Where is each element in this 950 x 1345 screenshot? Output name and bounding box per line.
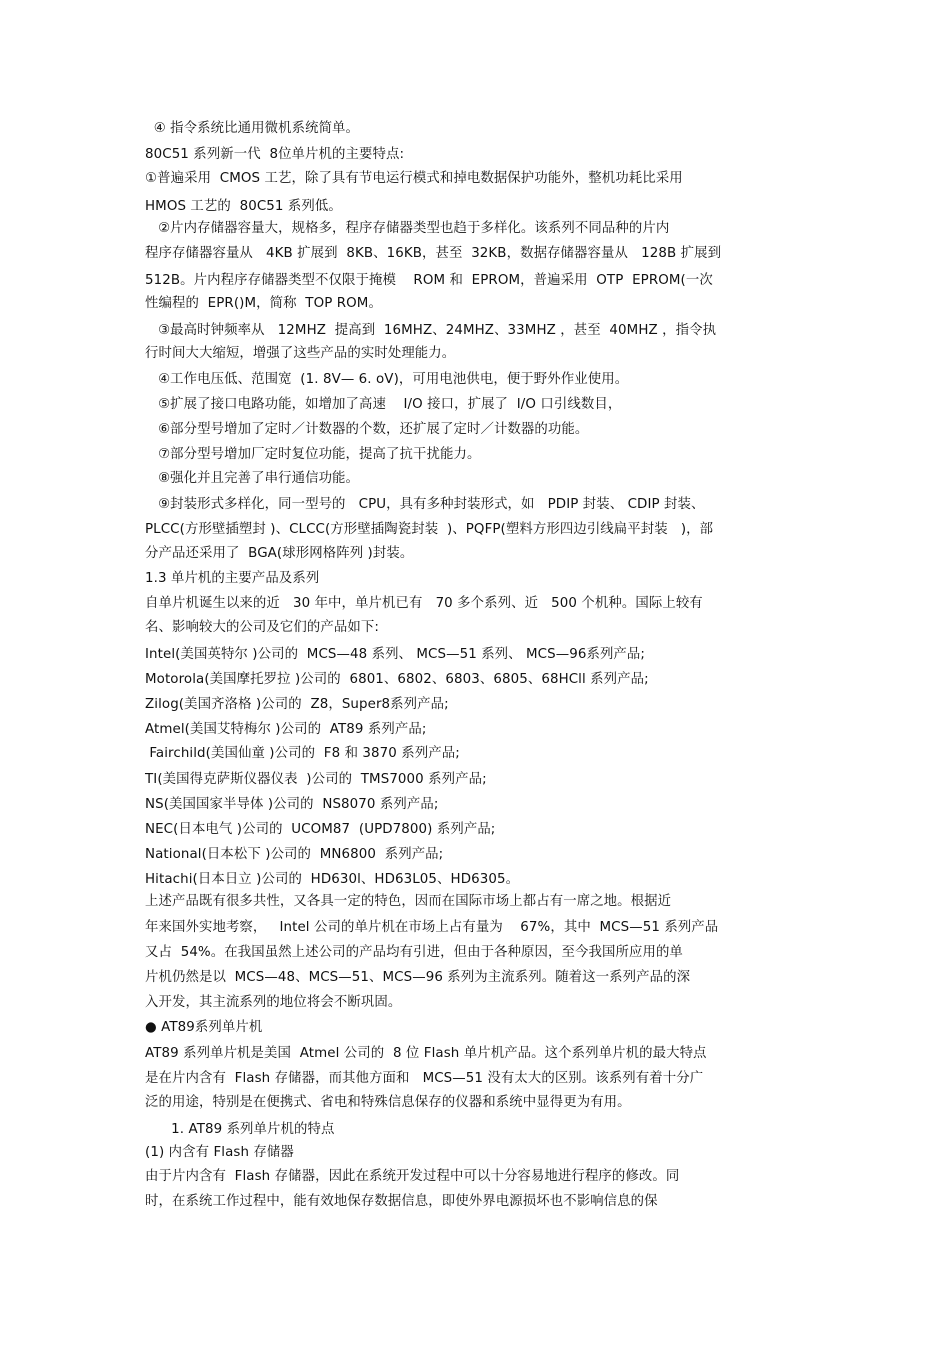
text-line: 是在片内含有 Flash 存储器，而其他方面和 MCS—51 没有太大的区别。该系列有着十分广 <box>145 1071 704 1086</box>
text-line: 行时间大大缩短，增强了这些产品的实时处理能力。 <box>145 346 456 361</box>
text-line: 性编程的 EPR()M，简称 TOP ROM。 <box>145 296 382 311</box>
text-line: Motorola(美国摩托罗拉 )公司的 6801、6802、6803、6805、68HCll 系列产品; <box>145 672 649 687</box>
text-line: TI(美国得克萨斯仪器仪表 )公司的 TMS7000 系列产品; <box>145 772 487 787</box>
text-line: 年来国外实地考察， Intel 公司的单片机在市场上占有量为 67%，其中 MCS—51 系列产品 <box>145 920 719 935</box>
text-line: 名、影响较大的公司及它们的产品如下: <box>145 620 379 635</box>
text-line: Intel(美国英特尔 )公司的 MCS—48 系列、 MCS—51 系列、 MCS—96系列产品; <box>145 647 646 662</box>
section-heading: 1.3 单片机的主要产品及系列 <box>145 571 320 586</box>
text-line: National(日本松下 )公司的 MN6800 系列产品; <box>145 847 444 862</box>
text-line: ⑦部分型号增加厂定时复位功能，提高了抗干扰能力。 <box>145 447 481 462</box>
text-line: PLCC(方形壁插塑封 )、CLCC(方形壁插陶瓷封装 )、PQFP(塑料方形四边引线扁平封装 )，部 <box>145 522 714 537</box>
text-line: ④ 指令系统比通用微机系统简单。 <box>145 121 360 136</box>
text-line: 80C51 系列新一代 8位单片机的主要特点: <box>145 147 405 162</box>
text-line: 程序存储器容量从 4KB 扩展到 8KB、16KB，甚至 32KB，数据存储器容量从 128B 扩展到 <box>145 246 722 261</box>
text-line: 512B。片内程序存储器类型不仅限于掩模 ROM 和 EPROM，普遍采用 OTP EPROM(一次 <box>145 273 713 288</box>
text-line: NEC(日本电气 )公司的 UCOM87 (UPD7800) 系列产品; <box>145 822 496 837</box>
text-line: 时，在系统工作过程中，能有效地保存数据信息，即使外界电源损坏也不影响信息的保 <box>145 1194 658 1209</box>
text-line: AT89 系列单片机是美国 Atmel 公司的 8 位 Flash 单片机产品。这个系列单片机的最大特点 <box>145 1046 707 1061</box>
text-line: 泛的用途，特别是在便携式、省电和特殊信息保存的仪器和系统中显得更为有用。 <box>145 1095 631 1110</box>
text-line: 由于片内含有 Flash 存储器，因此在系统开发过程中可以十分容易地进行程序的修改。同 <box>145 1169 680 1184</box>
text-line: HMOS 工艺的 80C51 系列低。 <box>145 199 342 214</box>
text-line: 片机仍然是以 MCS—48、MCS—51、MCS—96 系列为主流系列。随着这一系列产品的深 <box>145 970 691 985</box>
text-line: NS(美国国家半导体 )公司的 NS8070 系列产品; <box>145 797 439 812</box>
text-line: 入开发，其主流系列的地位将会不断巩固。 <box>145 995 402 1010</box>
text-line: 分产品还采用了 BGA(球形网格阵列 )封装。 <box>145 546 414 561</box>
subsection-heading: (1) 内含有 Flash 存储器 <box>145 1145 294 1160</box>
text-line: Zilog(美国齐洛格 )公司的 Z8，Super8系列产品; <box>145 697 449 712</box>
text-line: 上述产品既有很多共性，又各具一定的特色，因而在国际市场上都占有一席之地。根据近 <box>145 894 672 909</box>
text-line: ②片内存储器容量大，规格多，程序存储器类型也趋于多样化。该系列不同品种的片内 <box>145 221 670 236</box>
section-heading: ● AT89系列单片机 <box>145 1020 263 1035</box>
text-line: Atmel(美国艾特梅尔 )公司的 AT89 系列产品; <box>145 722 427 737</box>
text-line: ⑨封装形式多样化，同一型号的 CPU，具有多种封装形式，如 PDIP 封装、 CDIP 封装、 <box>145 497 705 512</box>
text-line: ⑥部分型号增加了定时／计数器的个数，还扩展了定时／计数器的功能。 <box>145 422 589 437</box>
text-line: ④工作电压低、范围宽 (1. 8V— 6. oV)，可用电池供电，便于野外作业使用。 <box>145 372 629 387</box>
text-line: 自单片机诞生以来的近 30 年中，单片机已有 70 多个系列、近 500 个机种。国际上较有 <box>145 596 703 611</box>
text-line: ③最高时钟频率从 12MHZ 提高到 16MHZ、24MHZ、33MHZ ，甚至 40MHZ ，指令执 <box>145 323 717 338</box>
text-line: 又占 54%。在我国虽然上述公司的产品均有引进，但由于各种原因，至今我国所应用的单 <box>145 945 683 960</box>
text-line: Hitachi(日本日立 )公司的 HD630l、HD63L05、HD6305。 <box>145 872 520 887</box>
subsection-heading: 1. AT89 系列单片机的特点 <box>145 1122 335 1137</box>
text-line: ⑧强化并且完善了串行通信功能。 <box>145 471 360 486</box>
text-line: ①普遍采用 CMOS 工艺，除了具有节电运行模式和掉电数据保护功能外，整机功耗比采用 <box>145 171 683 186</box>
text-line: Fairchild(美国仙童 )公司的 F8 和 3870 系列产品; <box>145 746 460 761</box>
text-line: ⑤扩展了接口电路功能，如增加了高速 I/O 接口，扩展了 I/O 口引线数目， <box>145 397 622 412</box>
